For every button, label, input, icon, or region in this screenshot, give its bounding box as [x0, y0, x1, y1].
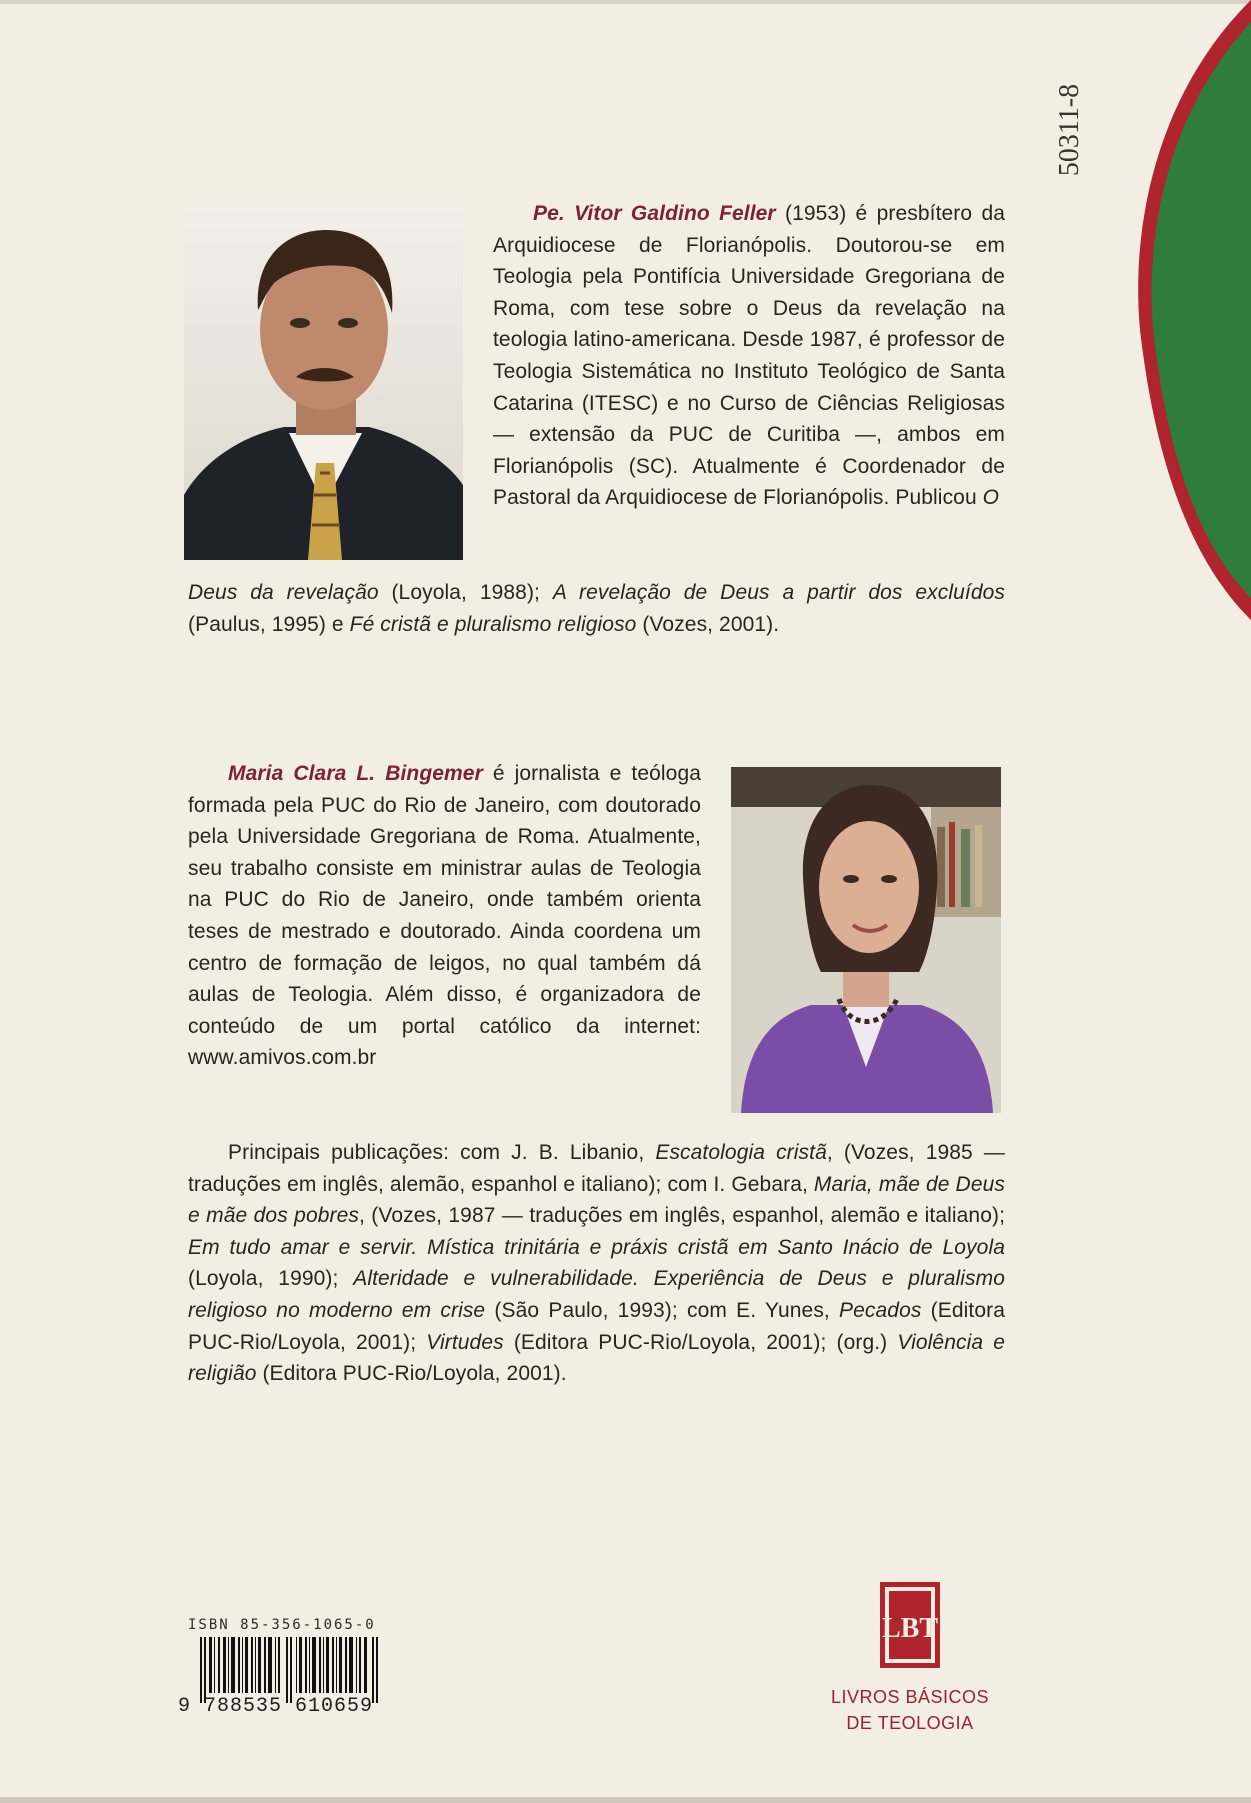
- publisher-logo-icon: [880, 1582, 940, 1668]
- book-title: Em tudo amar e servir. Mística trinitária e práxis cristã em Santo Inácio de Loyola: [188, 1235, 1005, 1259]
- book-title: Deus da revelação: [188, 581, 379, 604]
- bio-feller-paragraph-continued: Deus da revelação (Loyola, 1988); A revelação de Deus a partir dos excluídos (Paulus, 1995) e Fé cristã e pluralismo religioso (Vozes, 2001).: [188, 581, 1005, 636]
- series-line-1: LIVROS BÁSICOS: [830, 1687, 990, 1707]
- publisher-series-name: [800, 1684, 1020, 1736]
- series-line-2: DE TEOLOGIA: [846, 1713, 974, 1733]
- barcode-digits: 9 788535 610659: [178, 1695, 374, 1718]
- book-title: Maria, mãe de Deus e mãe dos pobres: [188, 1172, 1005, 1228]
- book-title: Pecados: [839, 1298, 922, 1322]
- book-title: O: [982, 486, 1000, 510]
- bottom-edge: [0, 1797, 1251, 1803]
- book-title: Alteridade e vulnerabilidade. Experiência de Deus e pluralismo religioso no moderno em crise: [188, 1267, 1005, 1322]
- book-title: Escatologia cristã: [655, 1141, 827, 1164]
- author-photo-feller: [184, 205, 463, 560]
- author-name-feller: Pe. Vitor Galdino Feller: [533, 202, 776, 225]
- bio-bingemer-publications: Principais publicações: com J. B. Libanio, Escatologia cristã, (Vozes, 1985 — traduções em inglês, alemão, espanhol e italiano); com I. Gebara, Maria, mãe de Deus e mãe dos pobres, (Vozes, 1987 — traduções em inglês, espanhol, alemão e italiano); Em tudo amar e servir. Mística trinitária e práxis cristã em Santo Inácio de Loyola (Loyola, 1990); Alteridade e vulnerabilidade. Experiência de Deus e pluralismo religioso no moderno em crise (São Paulo, 1993); com E. Yunes, Pecados (Editora PUC-Rio/Loyola, 2001); Virtudes (Editora PUC-Rio/Loyola, 2001); (org.) Violência e religião (Editora PUC-Rio/Loyola, 2001).: [188, 1141, 1006, 1386]
- isbn-barcode: [178, 1617, 408, 1722]
- isbn-label: ISBN 85-356-1065-0: [188, 1617, 376, 1633]
- book-title: Fé cristã e pluralismo religioso: [349, 612, 637, 636]
- bio-bingemer-paragraph: Maria Clara L. Bingemer é jornalista e teóloga formada pela PUC do Rio de Janeiro, com doutorado pela Universidade Gregoriana de Roma. Atualmente, seu trabalho consiste em ministrar aulas de Teologia na PUC do Rio de Janeiro, onde também orienta teses de mestrado e doutorado. Ainda coordena um centro de formação de leigos, no qual também dá aulas de Teologia. Além disso, é organizadora de conteúdo de um portal católico da internet: www.amivos.com.br: [188, 762, 702, 1070]
- cover-accent-arc: [1100, 0, 1251, 620]
- author-photo-bingemer: [731, 767, 1001, 1113]
- book-title: A revelação de Deus a partir dos excluídos: [552, 581, 1005, 604]
- bio-feller-paragraph: Pe. Vitor Galdino Feller (1953) é presbítero da Arquidiocese de Florianópolis. Doutorou-se em Teologia pela Pontifícia Universidade Gregoriana de Roma, com tese sobre o Deus da revelação na teologia latino-americana. Desde 1987, é professor de Teologia Sistemática no Instituto Teológico de Santa Catarina (ITESC) e no Curso de Ciências Religiosas — extensão da PUC de Curitiba —, ambos em Florianópolis (SC). Atualmente é Coordenador de Pastoral da Arquidiocese de Florianópolis. Publicou O: [493, 202, 1005, 510]
- author-name-bingemer: Maria Clara L. Bingemer: [228, 762, 483, 785]
- book-title: Violência e religião: [188, 1330, 1005, 1386]
- top-edge: [0, 0, 1251, 4]
- book-title: Virtudes: [426, 1330, 504, 1354]
- publisher-logo-text: LBT: [881, 1613, 939, 1644]
- catalog-number: 50311-8: [1054, 83, 1086, 177]
